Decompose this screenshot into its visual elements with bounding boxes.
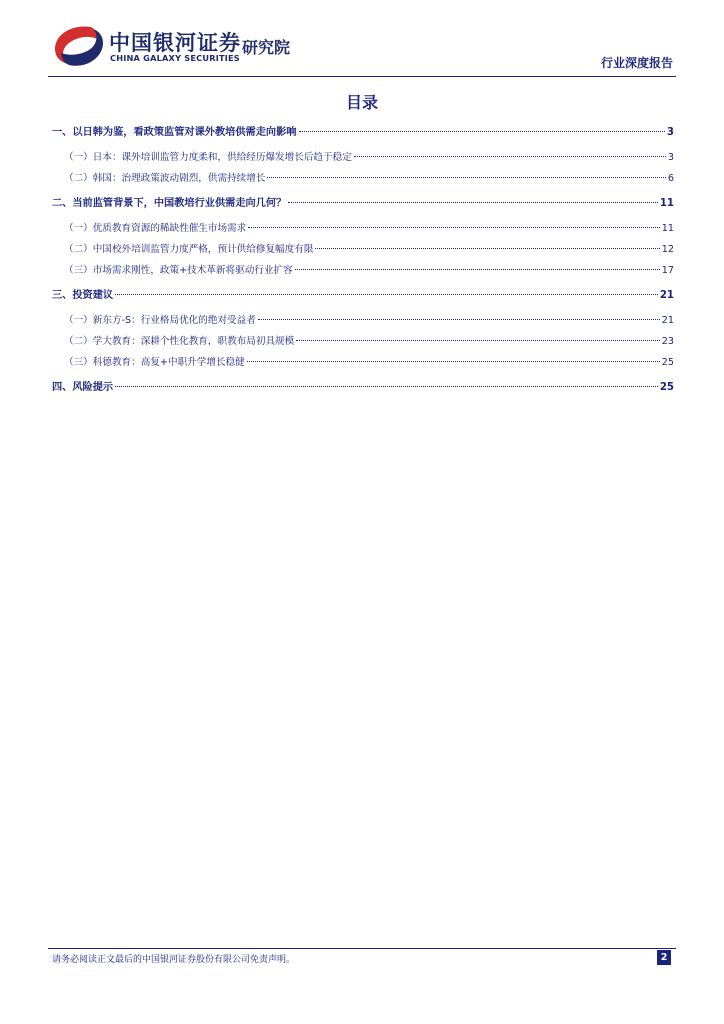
page-header	[48, 18, 676, 78]
toc-leader-dots	[248, 227, 660, 228]
toc-entry-section-2-1[interactable]	[52, 218, 674, 239]
toc-entry-section-3[interactable]	[52, 287, 674, 305]
disclaimer-text: 请务必阅读正文最后的中国银河证券股份有限公司免责声明。	[52, 955, 296, 965]
toc-entry-section-4[interactable]	[52, 379, 674, 397]
toc-entry-text: 三、投资建议	[52, 290, 114, 301]
table-of-contents	[52, 124, 674, 397]
toc-entry-page: 21	[659, 290, 674, 301]
header-divider	[48, 76, 676, 77]
report-type-label: 行业深度报告	[600, 56, 673, 70]
toc-entry-section-1-1[interactable]	[52, 147, 674, 168]
toc-leader-dots	[315, 248, 659, 249]
toc-entry-section-2-3[interactable]	[52, 260, 674, 281]
toc-entry-section-3-1[interactable]	[52, 310, 674, 331]
galaxy-logo-icon	[51, 23, 107, 69]
toc-leader-dots	[354, 156, 666, 157]
toc-leader-dots	[115, 294, 658, 295]
toc-entry-page: 21	[661, 315, 674, 326]
logo-chinese-name: 中国银河证券	[109, 31, 241, 55]
toc-entry-text: 一、以日韩为鉴，看政策监管对课外教培供需走向影响	[52, 127, 297, 138]
toc-entry-section-2-2[interactable]	[52, 239, 674, 260]
toc-entry-text: （二）韩国：治理政策波动剧烈，供需持续增长	[64, 173, 266, 184]
toc-entry-page: 11	[661, 223, 674, 234]
toc-leader-dots	[247, 361, 660, 362]
page-number-badge: 2	[657, 950, 671, 965]
toc-entry-section-1[interactable]	[52, 124, 674, 142]
toc-entry-page: 11	[659, 198, 674, 209]
logo-english-name: CHINA GALAXY SECURITIES	[110, 53, 240, 63]
toc-entry-page: 25	[661, 357, 674, 368]
toc-leader-dots	[288, 202, 658, 203]
toc-entry-page: 6	[667, 173, 674, 184]
toc-title: 目录	[345, 93, 378, 112]
toc-entry-text: （三）科德教育：高复+中职升学增长稳健	[64, 357, 245, 368]
toc-entry-text: （二）学大教育：深耕个性化教育，职教布局初具规模	[64, 336, 295, 347]
toc-leader-dots	[267, 177, 665, 178]
toc-entry-section-1-2[interactable]	[52, 168, 674, 189]
toc-entry-text: （二）中国校外培训监管力度严格，预计供给修复幅度有限	[64, 244, 314, 255]
toc-entry-page: 12	[661, 244, 674, 255]
toc-entry-page: 25	[659, 382, 674, 393]
toc-leader-dots	[299, 131, 665, 132]
toc-entry-page: 3	[666, 127, 674, 138]
toc-entry-section-3-2[interactable]	[52, 331, 674, 352]
toc-entry-text: （一）优质教育资源的稀缺性催生市场需求	[64, 223, 247, 234]
toc-leader-dots	[115, 386, 658, 387]
institute-label: 研究院	[242, 38, 291, 57]
toc-leader-dots	[296, 340, 660, 341]
toc-entry-section-2[interactable]	[52, 195, 674, 213]
toc-entry-text: （三）市场需求刚性，政策+技术革新将驱动行业扩容	[64, 265, 293, 276]
toc-entry-page: 23	[661, 336, 674, 347]
toc-entry-page: 17	[661, 265, 674, 276]
toc-entry-text: （一）日本：课外培训监管力度柔和，供给经历爆发增长后趋于稳定	[64, 152, 352, 163]
footer-divider	[48, 948, 676, 949]
toc-entry-section-3-3[interactable]	[52, 352, 674, 373]
toc-entry-text: 二、当前监管背景下，中国教培行业供需走向几何？	[52, 198, 287, 209]
toc-entry-text: 四、风险提示	[52, 382, 114, 393]
toc-leader-dots	[258, 319, 660, 320]
toc-leader-dots	[295, 269, 660, 270]
toc-entry-page: 3	[667, 152, 674, 163]
toc-entry-text: （一）新东方-S：行业格局优化的绝对受益者	[64, 315, 256, 326]
